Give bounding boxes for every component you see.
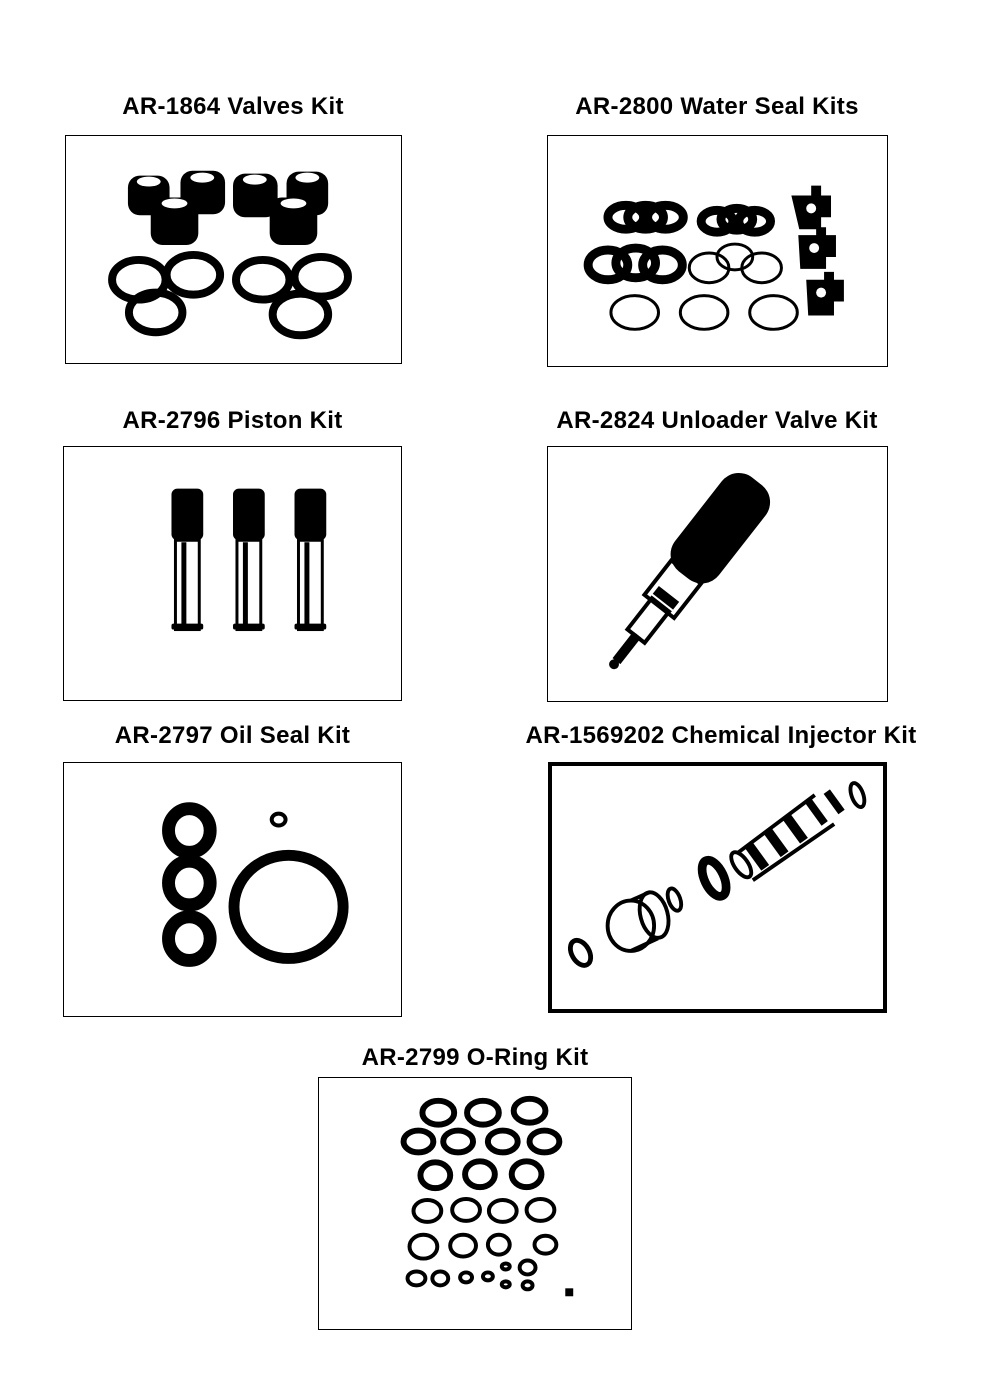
chemical-injector-image [548,762,887,1013]
valves-kit-image [65,135,402,364]
oil-seal-kit-image [63,762,402,1017]
piston-kit-image [63,446,402,701]
kit-title-unloader: AR-2824 Unloader Valve Kit [556,407,878,434]
kit-title-o-ring: AR-2799 O-Ring Kit [361,1044,589,1071]
kit-title-valves: AR-1864 Valves Kit [122,93,344,120]
chemical-injector-icon [552,766,883,1009]
kit-title-chemical-injector: AR-1569202 Chemical Injector Kit [525,722,917,749]
kit-title-piston: AR-2796 Piston Kit [122,407,343,434]
piston-kit-icon [64,447,401,700]
valves-kit-icon [66,136,401,363]
kit-title-water-seal: AR-2800 Water Seal Kits [575,93,859,120]
oil-seal-kit-icon [64,763,401,1016]
water-seal-kit-image [547,135,888,367]
unloader-valve-image [547,446,888,702]
o-ring-kit-icon [319,1078,631,1329]
unloader-valve-icon [548,447,887,701]
kit-title-oil-seal: AR-2797 Oil Seal Kit [114,722,351,749]
o-ring-kit-image [318,1077,632,1330]
water-seal-kit-icon [548,136,887,366]
